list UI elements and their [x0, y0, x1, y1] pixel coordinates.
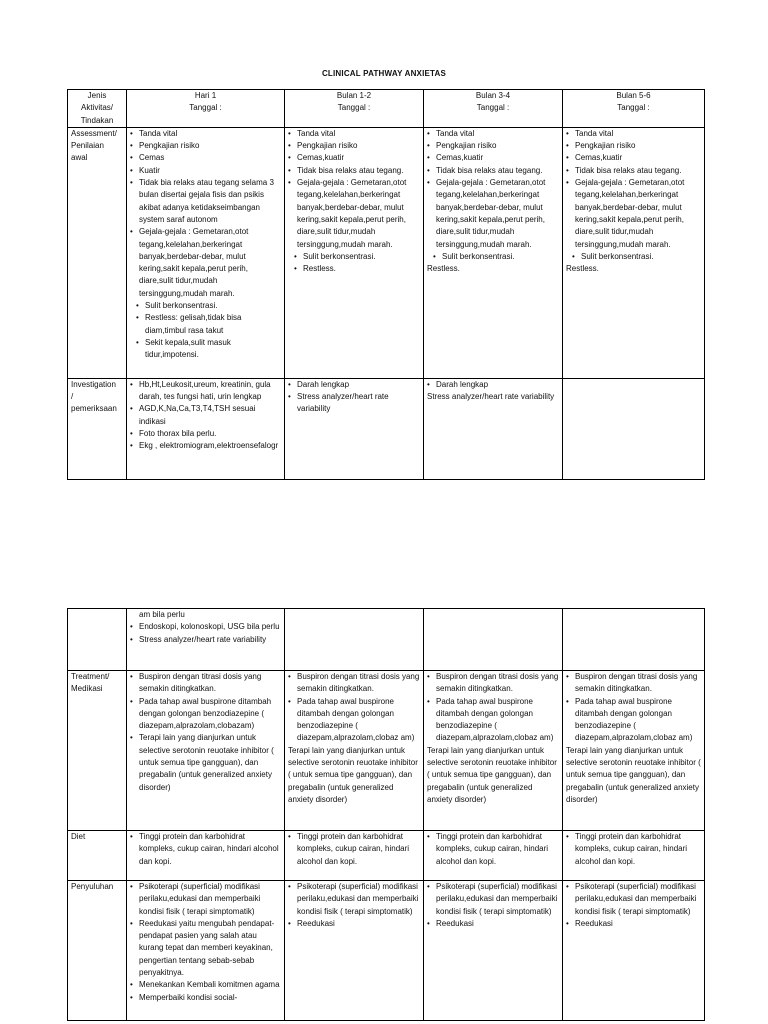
list-item: • Memperbaiki kondisi social-	[130, 992, 281, 1004]
list-item: • Darah lengkap	[288, 379, 420, 391]
cell-text: am bila perlu	[139, 610, 185, 619]
list-item: • Tidak bisa relaks atau tegang.	[566, 165, 701, 177]
list-item: • Pada tahap awal buspirone ditambah dengan golongan benzodiazepine ( diazepam,alprazolam,clobaz am)	[566, 696, 701, 745]
list-item: • Reedukasi	[288, 918, 420, 930]
list-item: • Stress analyzer/heart rate variability	[130, 634, 281, 646]
cell-investigation-bulan56	[563, 378, 705, 479]
cell-empty	[424, 609, 563, 671]
list-item: • Tidak bisa relaks atau tegang.	[427, 165, 559, 177]
list-item: • Foto thorax bila perlu.	[130, 428, 281, 440]
row-label-assessment: Assessment/ Penilaian awal	[68, 127, 127, 378]
list-item: • Kuatir	[130, 165, 281, 177]
list-item: • Cemas,kuatir	[288, 152, 420, 164]
list-item: • Tinggi protein dan karbohidrat kompleks, cukup cairan, hindari alcohol dan kopi.	[427, 831, 559, 868]
row-label-penyuluhan: Penyuluhan	[68, 881, 127, 1021]
cell-treatment-bulan34	[424, 671, 563, 831]
list-item: • Tinggi protein dan karbohidrat kompleks, cukup cairan, hindari alcohol dan kopi.	[130, 831, 281, 868]
row-label-empty	[68, 609, 127, 671]
header-cell-bulan12: Bulan 1-2 Tanggal :	[285, 90, 424, 128]
table-row-investigation-continued	[68, 609, 705, 671]
list-item: • Buspiron dengan titrasi dosis yang semakin ditingkatkan.	[130, 671, 281, 696]
cell-treatment-bulan12	[285, 671, 424, 831]
table-row-diet	[68, 831, 705, 881]
list-item: • Tanda vital	[288, 128, 420, 140]
cell-treatment-hari1	[127, 671, 285, 831]
row-label-diet: Diet	[68, 831, 127, 881]
list-item: • Buspiron dengan titrasi dosis yang semakin ditingkatkan.	[566, 671, 701, 696]
list-item: • Tinggi protein dan karbohidrat kompleks, cukup cairan, hindari alcohol dan kopi.	[288, 831, 420, 868]
cell-diet-bulan56	[563, 831, 705, 881]
list-item: • Cemas,kuatir	[427, 152, 559, 164]
list-item: • Pengkajian risiko	[130, 140, 281, 152]
list-item: • Tanda vital	[130, 128, 281, 140]
list-item: • Endoskopi, kolonoskopi, USG bila perlu	[130, 621, 281, 633]
cell-investigation-bulan34	[424, 378, 563, 479]
list-item: • Pada tahap awal buspirone ditambah dengan golongan benzodiazepine ( diazepam,alprazolam,clobaz am)	[427, 696, 559, 745]
list-item: • Menekankan Kembali komitmen agama	[130, 979, 281, 991]
cell-diet-hari1	[127, 831, 285, 881]
row-label-investigation: Investigation / pemeriksaan	[68, 378, 127, 479]
table-row-assessment	[68, 127, 705, 378]
header-cell-hari1: Hari 1 Tanggal :	[127, 90, 285, 128]
list-item: • Buspiron dengan titrasi dosis yang semakin ditingkatkan.	[427, 671, 559, 696]
list-item: • Tanda vital	[427, 128, 559, 140]
list-item: • Restless.	[288, 263, 420, 275]
table-row-investigation	[68, 378, 705, 479]
list-item: • Stress analyzer/heart rate variability	[288, 391, 420, 416]
cell-diet-bulan12	[285, 831, 424, 881]
list-item: • Pengkajian risiko	[427, 140, 559, 152]
table-row-treatment	[68, 671, 705, 831]
cell-assessment-bulan12	[285, 127, 424, 378]
clinical-pathway-table-part2	[67, 608, 705, 1021]
cell-investigation-bulan12	[285, 378, 424, 479]
list-item: • Sulit berkonsentrasi.	[130, 300, 281, 312]
cell-penyuluhan-bulan34	[424, 881, 563, 1021]
cell-assessment-hari1	[127, 127, 285, 378]
list-item: • Sekit kepala,sulit masuk tidur,impotensi.	[130, 337, 281, 362]
cell-penyuluhan-bulan12	[285, 881, 424, 1021]
clinical-pathway-table-part1	[67, 89, 705, 480]
table-header-row	[68, 90, 705, 128]
list-item: • Psikoterapi (superficial) modifikasi perilaku,edukasi dan memperbaiki kondisi fisik ( terapi simptomatik)	[566, 881, 701, 918]
cell-investigation-hari1	[127, 378, 285, 479]
cell-empty	[563, 609, 705, 671]
list-item: • Restless: gelisah,tidak bisa diam,timbul rasa takut	[130, 312, 281, 337]
header-cell-jenis: Jenis Aktivitas/ Tindakan	[68, 90, 127, 128]
list-item: • Gejala-gejala : Gemetaran,otot tegang,kelelahan,berkeringat banyak,berdebar-debar, mulut kering,sakit kepala,perut perih, diare,sulit tidur,mudah tersinggung,mudah marah.	[130, 226, 281, 300]
cell-assessment-bulan34	[424, 127, 563, 378]
cell-text: Terapi lain yang dianjurkan untuk selective serotonin reuotake inhibitor ( untuk semua tipe gangguan), dan pregabalin (untuk generalized anxiety disorder)	[288, 745, 418, 804]
list-item: • Tinggi protein dan karbohidrat kompleks, cukup cairan, hindari alcohol dan kopi.	[566, 831, 701, 868]
cell-assessment-bulan56	[563, 127, 705, 378]
cell-penyuluhan-bulan56	[563, 881, 705, 1021]
list-item: • Sulit berkonsentrasi.	[427, 251, 559, 263]
cell-investigation-cont-hari1	[127, 609, 285, 671]
list-item: • Darah lengkap	[427, 379, 559, 391]
header-cell-bulan56: Bulan 5-6 Tanggal :	[563, 90, 705, 128]
cell-text: Restless.	[566, 264, 599, 274]
list-item: • Cemas,kuatir	[566, 152, 701, 164]
document-title: CLINICAL PATHWAY ANXIETAS	[321, 69, 447, 78]
list-item: • Psikoterapi (superficial) modifikasi perilaku,edukasi dan memperbaiki kondisi fisik ( terapi simptomatik)	[288, 881, 420, 918]
cell-penyuluhan-hari1	[127, 881, 285, 1021]
list-item: • Hb,Ht,Leukosit,ureum, kreatinin, gula darah, tes fungsi hati, urin lengkap	[130, 379, 281, 404]
list-item: • Ekg , elektromiogram,elektroensefalogr	[130, 440, 281, 452]
list-item: • Tanda vital	[566, 128, 701, 140]
cell-text: Stress analyzer/heart rate variability	[427, 392, 555, 402]
list-item: • Gejala-gejala : Gemetaran,otot tegang,kelelahan,berkeringat banyak,berdebar-debar, mulut kering,sakit kepala,perut perih, diare,sulit tidur,mudah tersinggung,mudah marah.	[566, 177, 701, 251]
row-label-treatment: Treatment/ Medikasi	[68, 671, 127, 831]
list-item: • Sulit berkonsentrasi.	[288, 251, 420, 263]
list-item: • Gejala-gejala : Gemetaran,otot tegang,kelelahan,berkeringat banyak,berdebar-debar, mulut kering,sakit kepala,perut perih, diare,sulit tidur,mudah tersinggung,mudah marah.	[288, 177, 420, 251]
list-item: • Pada tahap awal buspirone ditambah dengan golongan benzodiazepine ( diazepam,alprazolam,clobaz am)	[288, 696, 420, 745]
list-item: • Tidak bisa relaks atau tegang.	[288, 165, 420, 177]
list-item: • Reedukasi	[566, 918, 701, 930]
list-item: • Psikoterapi (superficial) modifikasi perilaku,edukasi dan memperbaiki kondisi fisik ( terapi simptomatik)	[427, 881, 559, 918]
list-item: • Tidak bia relaks atau tegang selama 3 bulan disertai gejala fisis dan psikis akibat adanya ketidakseimbangan system saraf autonom	[130, 177, 281, 226]
list-item: • Buspiron dengan titrasi dosis yang semakin ditingkatkan.	[288, 671, 420, 696]
list-item: • Pada tahap awal buspirone ditambah dengan golongan benzodiazepine ( diazepam,alprazolam,clobazam)	[130, 696, 281, 733]
list-item: • Gejala-gejala : Gemetaran,otot tegang,kelelahan,berkeringat banyak,berdebar-debar, mulut kering,sakit kepala,perut perih, diare,sulit tidur,mudah tersinggung,mudah marah.	[427, 177, 559, 251]
table-row-penyuluhan	[68, 881, 705, 1021]
list-item: • Pengkajian risiko	[566, 140, 701, 152]
list-item: • Cemas	[130, 152, 281, 164]
list-item: • Terapi lain yang dianjurkan untuk selective serotonin reuotake inhibitor ( untuk semua tipe gangguan), dan pregabalin (untuk generalized anxiety disorder)	[130, 732, 281, 793]
cell-diet-bulan34	[424, 831, 563, 881]
header-cell-bulan34: Bulan 3-4 Tanggal :	[424, 90, 563, 128]
list-item: • Reedukasi yaitu mengubah pendapat-pendapat pasien yang salah atau kurang tepat dan memberi keyakinan, pengertian tentang sebab-sebab penyakitnya.	[130, 918, 281, 979]
cell-empty	[285, 609, 424, 671]
list-item: • Psikoterapi (superficial) modifikasi perilaku,edukasi dan memperbaiki kondisi fisik ( terapi simptomatik)	[130, 881, 281, 918]
cell-treatment-bulan56	[563, 671, 705, 831]
cell-text: Restless.	[427, 264, 460, 274]
list-item: • Reedukasi	[427, 918, 559, 930]
list-item: • Sulit berkonsentrasi.	[566, 251, 701, 263]
list-item: • Pengkajian risiko	[288, 140, 420, 152]
cell-text: Terapi lain yang dianjurkan untuk selective serotonin reuotake inhibitor ( untuk semua tipe gangguan), dan pregabalin (untuk generalized anxiety disorder)	[427, 745, 557, 804]
cell-text: Terapi lain yang dianjurkan untuk selective serotonin reuotake inhibitor ( untuk semua tipe gangguan), dan pregabalin (untuk generalized anxiety disorder)	[566, 745, 701, 804]
list-item: • AGD,K,Na,Ca,T3,T4,TSH sesuai indikasi	[130, 403, 281, 428]
